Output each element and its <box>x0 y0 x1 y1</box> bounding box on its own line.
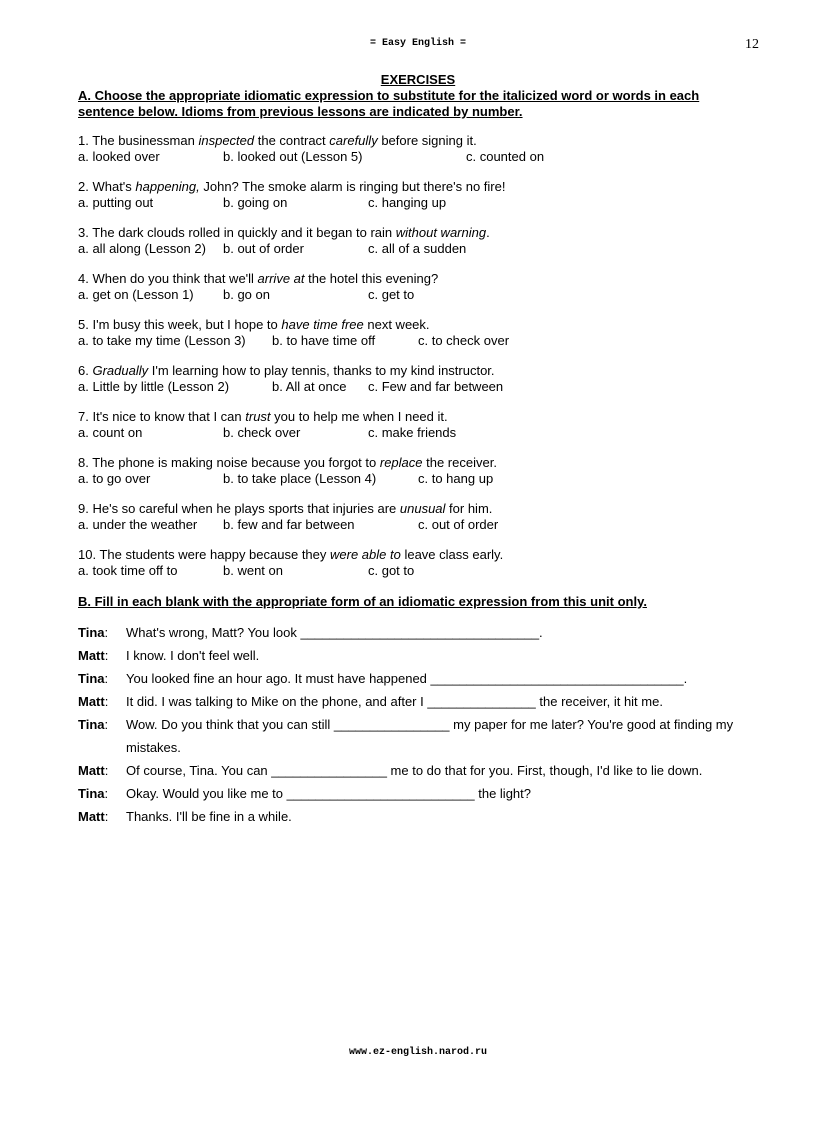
question-text <box>78 317 430 332</box>
answer-option-c: c. got to <box>368 563 415 578</box>
question-before: The dark clouds rolled in quickly and it began to rain <box>92 225 396 240</box>
question-before: He's so careful when he plays sports that injuries are <box>92 501 400 516</box>
answer-option-c: c. to hang up <box>418 471 494 486</box>
question-mid: leave class early. <box>400 547 504 562</box>
speaker-name <box>78 759 108 782</box>
answer-option-a: a. all along (Lesson 2) <box>78 241 206 256</box>
answer-option-b: b. All at once <box>272 379 347 394</box>
question-it1: trust <box>245 409 271 424</box>
question-mid: the receiver. <box>422 455 497 470</box>
answer-option-a: a. took time off to <box>78 563 178 578</box>
question-before: I'm busy this week, but I hope to <box>92 317 282 332</box>
answer-option-c: c. get to <box>368 287 415 302</box>
question-mid: you to help me when I need it. <box>270 409 448 424</box>
speaker-label: Tina <box>78 786 105 801</box>
answer-option-c: c. make friends <box>368 425 457 440</box>
question-text <box>78 501 492 516</box>
answer-option-b: b. out of order <box>223 241 304 256</box>
question-mid: John? The smoke alarm is ringing but there's no fire! <box>199 179 506 194</box>
answer-option-b: b. go on <box>223 287 270 302</box>
dialogue-text: You looked fine an hour ago. It must have happened ___________________________________. <box>126 671 688 686</box>
speaker-name <box>78 621 108 644</box>
question-text <box>78 409 448 424</box>
speaker-label: Tina <box>78 717 105 732</box>
answer-option-c: c. all of a sudden <box>368 241 467 256</box>
answer-option-a: a. to go over <box>78 471 151 486</box>
answer-option-b: b. to take place (Lesson 4) <box>223 471 377 486</box>
speaker-name <box>78 782 108 805</box>
answer-option-a: a. to take my time (Lesson 3) <box>78 333 246 348</box>
question-before: When do you think that we'll <box>92 271 258 286</box>
speaker-name <box>78 713 108 736</box>
speaker-colon: : <box>104 763 109 778</box>
question-mid: next week. <box>363 317 430 332</box>
dialogue-text: Thanks. I'll be fine in a while. <box>126 809 292 824</box>
question-mid: the contract <box>254 133 330 148</box>
speaker-colon: : <box>104 648 109 663</box>
answer-option-a: a. Little by little (Lesson 2) <box>78 379 230 394</box>
question-q-num: 2. <box>78 179 89 194</box>
answer-option-b: b. going on <box>223 195 288 210</box>
question-mid: I'm learning how to play tennis, thanks to my kind instructor. <box>148 363 495 378</box>
question-q-num: 10. <box>78 547 97 562</box>
question-text <box>78 179 505 194</box>
question-q-num: 9. <box>78 501 89 516</box>
question-text <box>78 363 495 378</box>
speaker-label: Tina <box>78 671 105 686</box>
dialogue-text: Wow. Do you think that you can still ________________ my paper for me later? You're good at finding my mistakes. <box>126 717 734 755</box>
speaker-label: Matt <box>78 648 105 663</box>
answer-option-b: b. went on <box>223 563 283 578</box>
answer-option-c: c. Few and far between <box>368 379 504 394</box>
dialogue-text: What's wrong, Matt? You look _________________________________. <box>126 625 543 640</box>
question-q-num: 6. <box>78 363 89 378</box>
section-b-instructions: B. Fill in each blank with the appropriate form of an idiomatic expression from this unit only. <box>78 594 647 609</box>
question-text <box>78 225 490 240</box>
question-after: before signing it. <box>377 133 477 148</box>
speaker-label: Matt <box>78 809 105 824</box>
question-before: What's <box>92 179 136 194</box>
speaker-label: Matt <box>78 694 105 709</box>
question-q-num: 7. <box>78 409 89 424</box>
question-q-num: 5. <box>78 317 89 332</box>
answer-option-b: b. check over <box>223 425 301 440</box>
speaker-label: Tina <box>78 625 105 640</box>
speaker-colon: : <box>104 786 109 801</box>
speaker-label: Matt <box>78 763 105 778</box>
page-number: 12 <box>745 37 759 52</box>
question-before: The phone is making noise because you forgot to <box>92 455 380 470</box>
answer-option-c: c. counted on <box>466 149 545 164</box>
page-header: = Easy English = <box>369 38 466 49</box>
speaker-colon: : <box>104 694 109 709</box>
question-q-num: 8. <box>78 455 89 470</box>
answer-option-a: a. looked over <box>78 149 160 164</box>
question-q-num: 4. <box>78 271 89 286</box>
answer-option-c: c. hanging up <box>368 195 447 210</box>
question-it1: Gradually <box>92 363 149 378</box>
answer-option-c: c. to check over <box>418 333 510 348</box>
question-before: It's nice to know that I can <box>92 409 246 424</box>
question-text <box>78 271 438 286</box>
question-mid: for him. <box>445 501 493 516</box>
dialogue-text: Okay. Would you like me to __________________________ the light? <box>126 786 531 801</box>
answer-option-b: b. few and far between <box>223 517 355 532</box>
question-it1: inspected <box>198 133 255 148</box>
question-it2: carefully <box>329 133 378 148</box>
question-text <box>78 133 477 148</box>
section-a-instructions: A. Choose the appropriate idiomatic expression to substitute for the italicized word or words in each sentence below. Idioms from previous lessons are indicated by number. <box>78 88 700 119</box>
speaker-colon: : <box>104 671 109 686</box>
question-it1: unusual <box>399 501 446 516</box>
question-q-num: 1. <box>78 133 89 148</box>
dialogue-text: Of course, Tina. You can ________________ me to do that for you. First, though, I'd like to lie down. <box>126 763 703 778</box>
question-before: The students were happy because they <box>99 547 331 562</box>
speaker-colon: : <box>104 809 109 824</box>
answer-option-a: a. count on <box>78 425 143 440</box>
answer-option-a: a. putting out <box>78 195 154 210</box>
question-mid: the hotel this evening? <box>304 271 439 286</box>
question-before: The businessman <box>92 133 199 148</box>
question-text <box>78 455 497 470</box>
dialogue-text: It did. I was talking to Mike on the phone, and after I _______________ the receiver, it hit me. <box>126 694 663 709</box>
speaker-name <box>78 667 108 690</box>
speaker-colon: : <box>104 625 109 640</box>
page-footer-url: www.ez-english.narod.ru <box>348 1047 488 1058</box>
question-it1: replace <box>379 455 423 470</box>
answer-option-b: b. looked out (Lesson 5) <box>223 149 363 164</box>
speaker-name <box>78 690 108 713</box>
answer-option-c: c. out of order <box>418 517 499 532</box>
question-q-num: 3. <box>78 225 89 240</box>
speaker-colon: : <box>104 717 109 732</box>
exercises-title: EXERCISES <box>380 72 456 87</box>
speaker-name <box>78 805 108 828</box>
question-it1: were able to <box>330 547 401 562</box>
question-it1: without warning <box>395 225 487 240</box>
answer-option-a: a. get on (Lesson 1) <box>78 287 194 302</box>
question-mid: . <box>486 225 490 240</box>
question-it1: arrive at <box>257 271 305 286</box>
dialogue-text: I know. I don't feel well. <box>126 648 260 663</box>
answer-option-b: b. to have time off <box>272 333 376 348</box>
question-it1: have time free <box>281 317 364 332</box>
answer-option-a: a. under the weather <box>78 517 198 532</box>
question-text <box>78 547 503 562</box>
speaker-name <box>78 644 108 667</box>
question-it1: happening, <box>135 179 200 194</box>
